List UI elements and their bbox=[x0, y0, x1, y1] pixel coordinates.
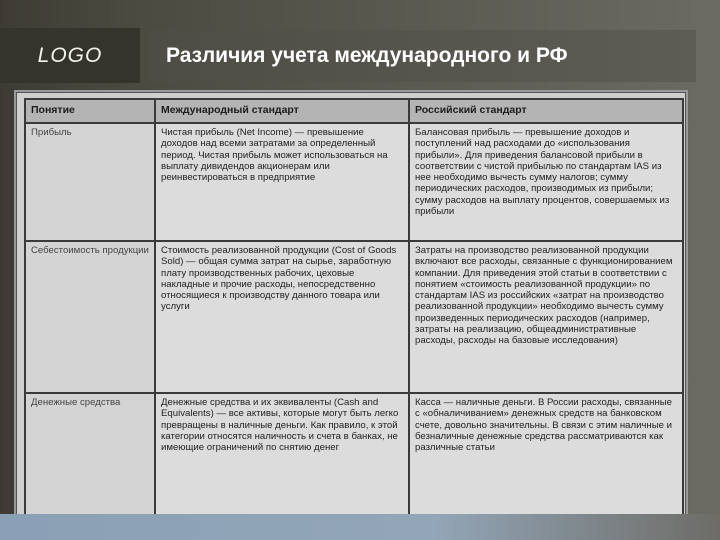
cell-concept: Прибыль bbox=[25, 123, 155, 241]
title-bar bbox=[148, 30, 696, 82]
cell-concept: Денежные средства bbox=[25, 393, 155, 519]
cell-russian: Касса — наличные деньги. В России расходы, связанные с «обналичиванием» денежных средств на банковском счете, довольно значительны. В связи с этим наличные и безналичные денежные средства рассматриваются как различные статьи bbox=[409, 393, 683, 519]
logo-area bbox=[0, 28, 140, 83]
table-row bbox=[25, 241, 683, 393]
cell-concept: Себестоимость продукции bbox=[25, 241, 155, 393]
header-international: Международный стандарт bbox=[155, 99, 409, 123]
cell-international: Денежные средства и их эквиваленты (Cash and Equivalents) — все активы, которые могут быть легко превращены в наличные деньги. Как правило, к этой категории относятся наличность и счета в банках, не имеющие ограничений по снятию денег bbox=[155, 393, 409, 519]
logo-text: LOGO bbox=[37, 43, 103, 67]
comparison-table bbox=[24, 98, 684, 520]
bottom-decor-strip bbox=[0, 514, 720, 540]
slide-title: Различия учета международного и РФ bbox=[166, 44, 568, 67]
table-row bbox=[25, 123, 683, 241]
scanned-table-image bbox=[14, 90, 688, 522]
cell-russian: Балансовая прибыль — превышение доходов и поступлений над расходами до «использования прибыли». Для приведения балансовой прибыли в соответствии с чистой прибылью по стандартам IAS из нее необходимо вычесть сумму налогов; сумму периодических расходов, производимых из прибыли; сумму расходов на выплату процентов, совершаемых из прибыли bbox=[409, 123, 683, 241]
cell-international: Чистая прибыль (Net Income) — превышение доходов над всеми затратами за определенный период. Чистая прибыль может использоваться на выплату дивидендов акционерам или реинвестироваться в предприятие bbox=[155, 123, 409, 241]
table-header-row bbox=[25, 99, 683, 123]
cell-international: Стоимость реализованной продукции (Cost of Goods Sold) — общая сумма затрат на сырье, заработную плату производственных рабочих, цеховые накладные и прочие расходы, непосредственно относящиеся к производству данного товара или услуги bbox=[155, 241, 409, 393]
header-concept: Понятие bbox=[25, 99, 155, 123]
header-russian: Российский стандарт bbox=[409, 99, 683, 123]
table-row bbox=[25, 393, 683, 519]
cell-russian: Затраты на производство реализованной продукции включают все расходы, связанные с функционированием компании. Для приведения этой статьи в соответствии с понятием «стоимость реализованной продукции» по стандартам IAS из российских «затрат на производство реализованной продукции» необходимо вычесть сумму произведенных периодических расходов (например, затраты на реализацию, общеадминистративные расходы, расходы на базовые исследования) bbox=[409, 241, 683, 393]
